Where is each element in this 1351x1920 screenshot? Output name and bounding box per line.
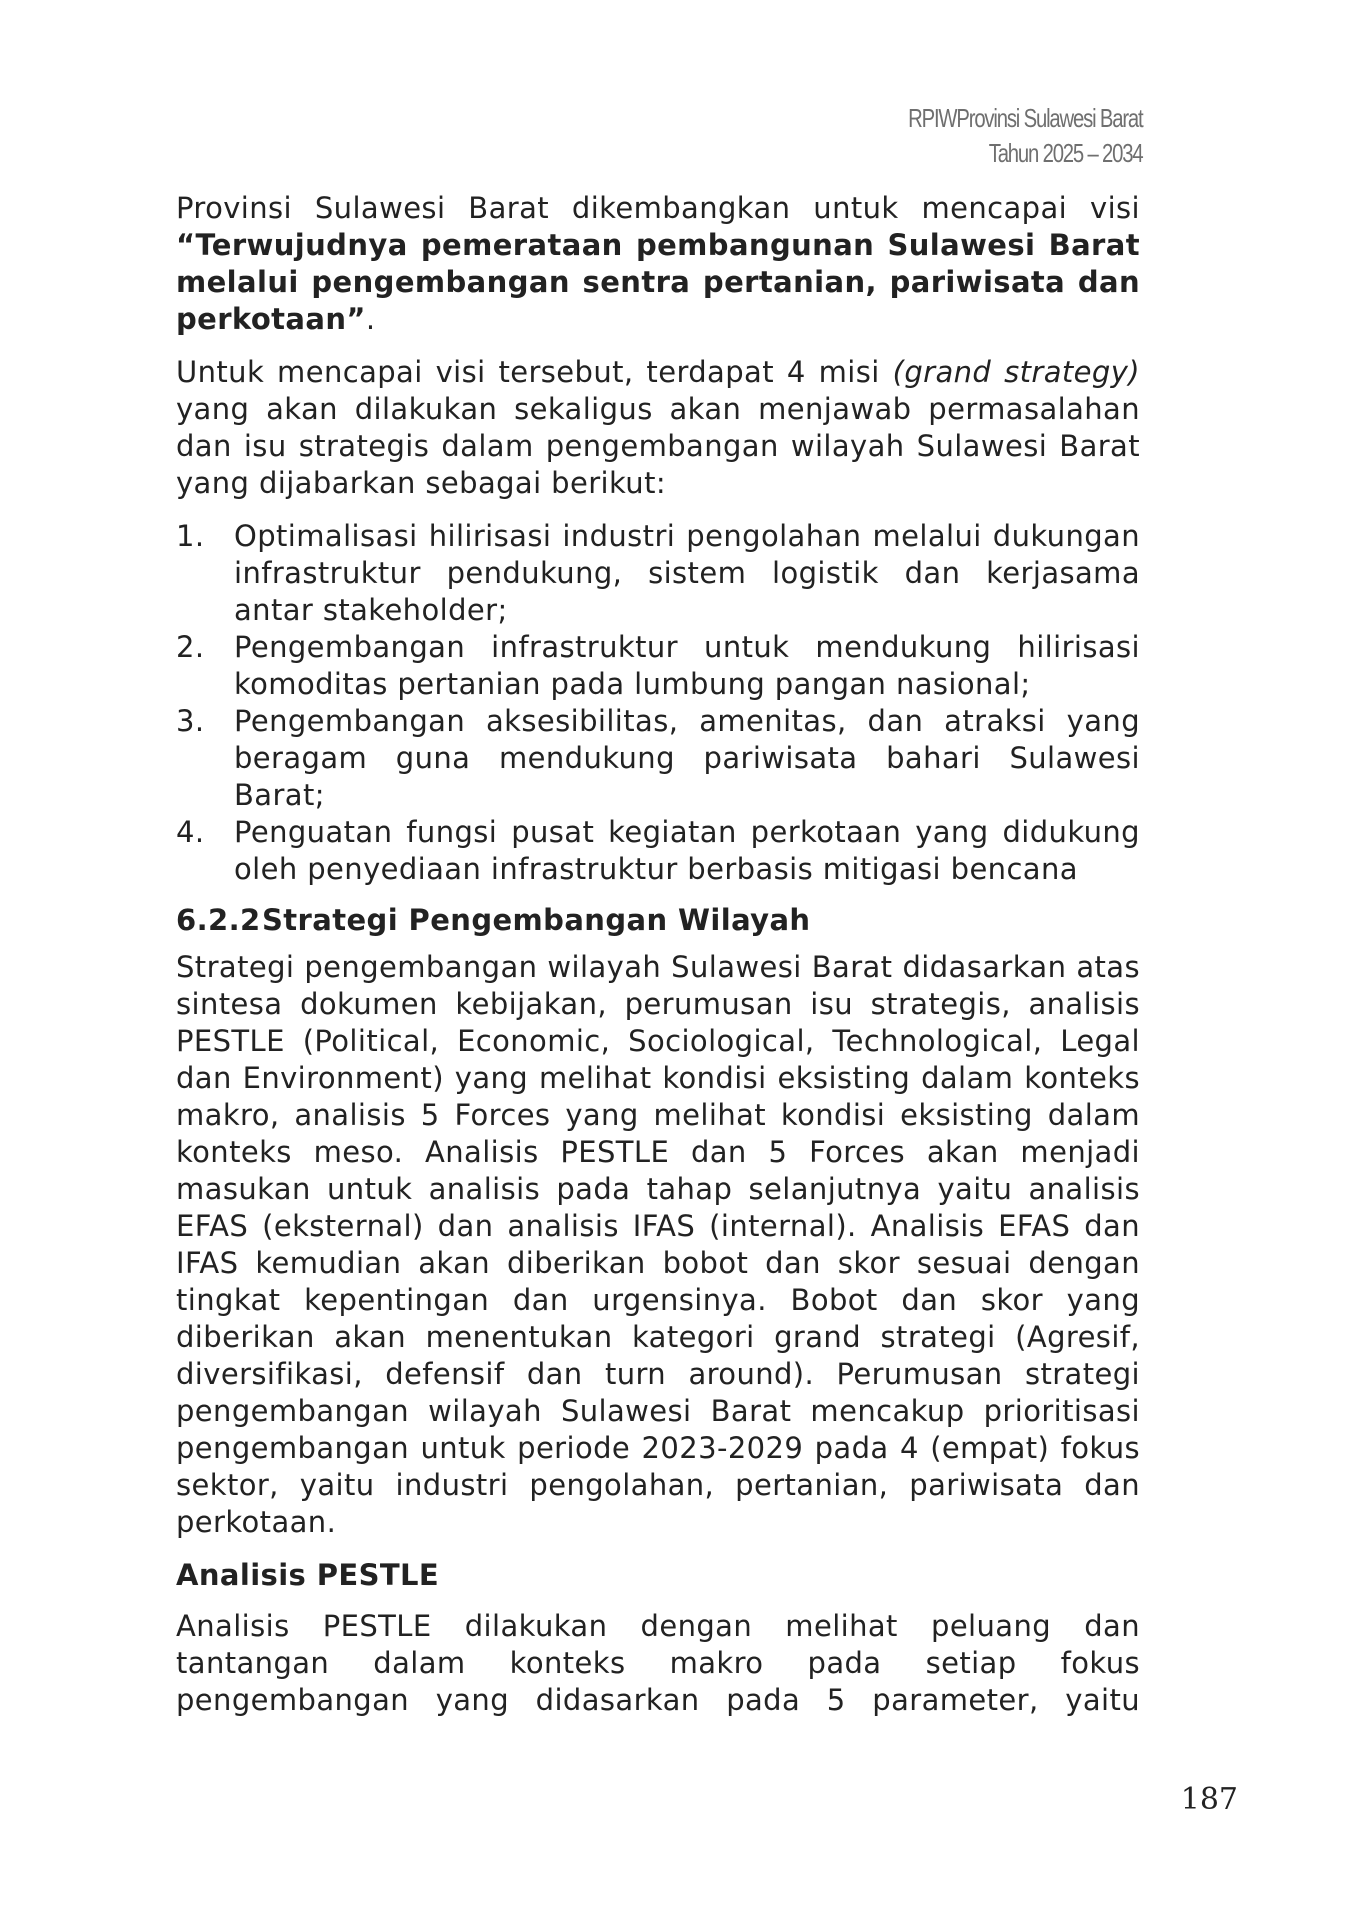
- pestle-body-paragraph: Analisis PESTLE dilakukan dengan melihat peluang dan tantangan dalam konteks makro pada setiap fokus pengembangan yang didasarkan pada 5 parameter, yaitu: [176, 1609, 1140, 1717]
- mission-number: 2.: [176, 630, 205, 664]
- vision-end: .: [365, 302, 376, 336]
- mission-intro-text: Untuk mencapai visi tersebut, terdapat 4 misi: [176, 355, 893, 389]
- mission-intro-paragraph: [176, 354, 1140, 502]
- mission-list: [176, 518, 1140, 888]
- vision-intro: Provinsi Sulawesi Barat dikembangkan untuk mencapai visi: [176, 191, 1140, 225]
- section-title: Strategi Pengembangan Wilayah: [262, 903, 811, 937]
- mission-number: 4.: [176, 815, 205, 849]
- mission-number: 1.: [176, 519, 205, 553]
- mission-item: [176, 814, 1140, 888]
- vision-paragraph: [176, 190, 1140, 338]
- mission-number: 3.: [176, 704, 205, 738]
- mission-text: Pengembangan aksesibilitas, amenitas, dan atraksi yang beragam guna mendukung pariwisata bahari Sulawesi Barat;: [234, 704, 1140, 812]
- page-content: [176, 190, 1140, 1735]
- section-heading: [176, 902, 1140, 939]
- vision-statement: “Terwujudnya pemerataan pembangunan Sulawesi Barat melalui pengembangan sentra pertanian, pariwisata dan perkotaan”: [176, 228, 1140, 336]
- running-header: [908, 101, 1142, 171]
- mission-intro-rest: yang akan dilakukan sekaligus akan menjawab permasalahan dan isu strategis dalam pengembangan wilayah Sulawesi Barat yang dijabarkan sebagai berikut:: [176, 392, 1140, 500]
- section-number: 6.2.2: [176, 903, 261, 937]
- mission-text: Pengembangan infrastruktur untuk mendukung hilirisasi komoditas pertanian pada lumbung pangan nasional;: [234, 630, 1140, 701]
- mission-item: [176, 518, 1140, 629]
- pestle-heading: Analisis PESTLE: [176, 1558, 440, 1592]
- page-number: 187: [1180, 1782, 1238, 1817]
- header-document-title: RPIWProvinsi Sulawesi Barat: [907, 103, 1142, 133]
- grand-strategy-term: (grand strategy): [892, 355, 1140, 389]
- section-body-paragraph: Strategi pengembangan wilayah Sulawesi Barat didasarkan atas sintesa dokumen kebijakan, perumusan isu strategis, analisis PESTLE (Political, Economic, Sociological, Technological, Legal dan Environment) yang melihat kondisi eksisting dalam konteks makro, analisis 5 Forces yang melihat kondisi eksisting dalam konteks meso. Analisis PESTLE dan 5 Forces akan menjadi masukan untuk analisis pada tahap selanjutnya yaitu analisis EFAS (eksternal) dan analisis IFAS (internal). Analisis EFAS dan IFAS kemudian akan diberikan bobot dan skor sesuai dengan tingkat kepentingan dan urgensinya. Bobot dan skor yang diberikan akan menentukan kategori grand strategi (Agresif, diversifikasi, defensif dan turn around). Perumusan strategi pengembangan wilayah Sulawesi Barat mencakup prioritisasi pengembangan untuk periode 2023-2029 pada 4 (empat) fokus sektor, yaitu industri pengolahan, pertanian, pariwisata dan perkotaan.: [176, 950, 1140, 1539]
- mission-item: [176, 703, 1140, 814]
- mission-text: Optimalisasi hilirisasi industri pengolahan melalui dukungan infrastruktur pendukung, sistem logistik dan kerjasama antar stakeholder;: [234, 519, 1140, 627]
- mission-text: Penguatan fungsi pusat kegiatan perkotaan yang didukung oleh penyediaan infrastruktur berbasis mitigasi bencana: [234, 815, 1140, 886]
- header-period: Tahun 2025 – 2034: [988, 138, 1142, 168]
- mission-item: [176, 629, 1140, 703]
